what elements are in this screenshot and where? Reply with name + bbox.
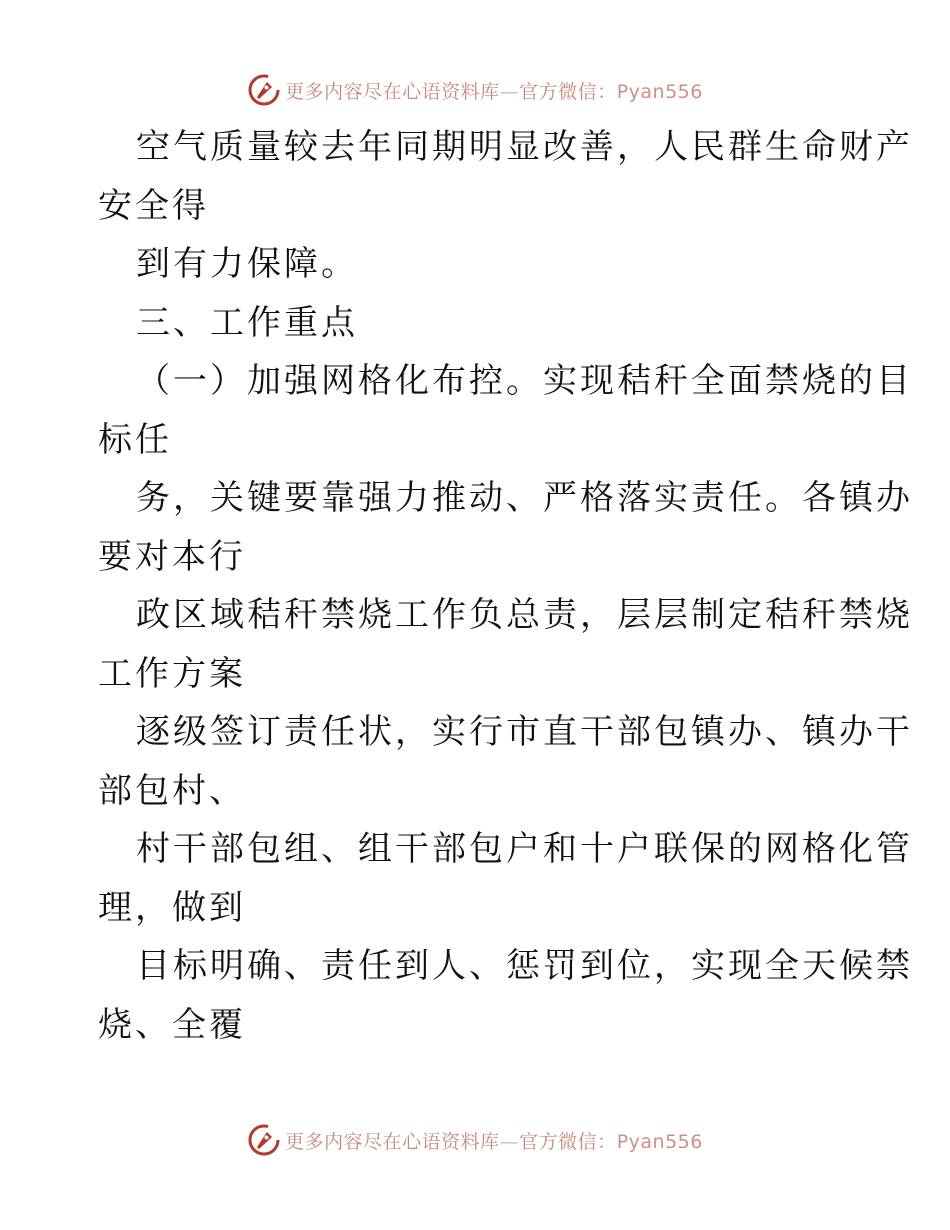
text-line: 要对本行 bbox=[98, 536, 246, 577]
pen-nib-logo-icon bbox=[247, 1123, 281, 1157]
text-line: 政区域秸秆禁烧工作负总责，层层制定秸秆禁烧 bbox=[136, 595, 913, 635]
watermark-text: 更多内容尽在心语资料库—官方微信：Pyan556 bbox=[285, 80, 703, 103]
watermark-text: 更多内容尽在心语资料库—官方微信：Pyan556 bbox=[285, 1130, 703, 1153]
text-line: 空气质量较去年同期明显改善，人民群生命财产 bbox=[136, 127, 913, 167]
text-line: 工作方案 bbox=[98, 653, 246, 694]
document-body bbox=[98, 118, 913, 1054]
pen-nib-logo-icon bbox=[247, 73, 281, 107]
text-line: 务，关键要靠强力推动、严格落实责任。各镇办 bbox=[136, 478, 913, 518]
text-line: 逐级签订责任状，实行市直干部包镇办、镇办干 bbox=[136, 712, 913, 752]
footer-watermark bbox=[0, 1120, 950, 1160]
text-line: 标任 bbox=[98, 419, 172, 460]
text-line: 三、工作重点 bbox=[136, 302, 358, 343]
header-watermark bbox=[0, 70, 950, 110]
text-line: （一）加强网格化布控。实现秸秆全面禁烧的目 bbox=[136, 361, 913, 401]
text-line: 烧、全覆 bbox=[98, 1004, 246, 1045]
text-line: 村干部包组、组干部包户和十户联保的网格化管 bbox=[136, 829, 913, 869]
text-line: 部包村、 bbox=[98, 770, 246, 811]
text-line: 目标明确、责任到人、惩罚到位，实现全天候禁 bbox=[136, 946, 913, 986]
text-line: 到有力保障。 bbox=[136, 244, 358, 284]
text-line: 安全得 bbox=[98, 185, 209, 226]
text-line: 理，做到 bbox=[98, 887, 246, 928]
